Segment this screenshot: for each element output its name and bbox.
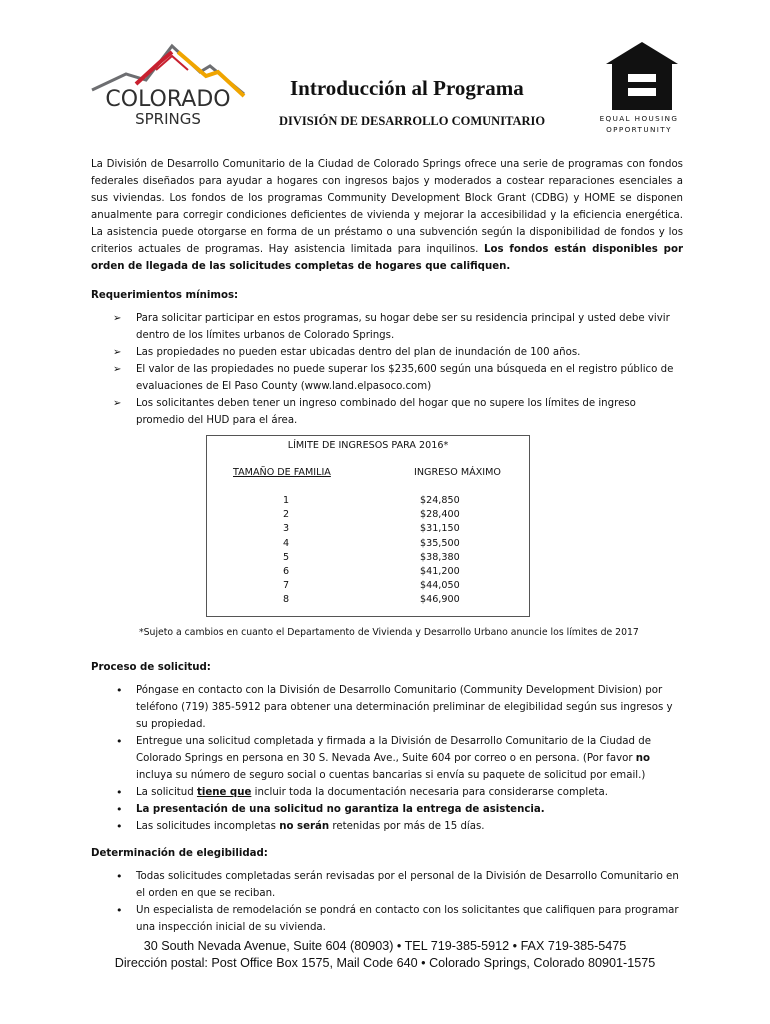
table-cell-income: $46,900 <box>420 594 460 606</box>
document-body <box>91 156 683 936</box>
list-item <box>91 818 683 835</box>
equal-housing-logo <box>598 40 680 140</box>
income-limits-table <box>206 435 530 617</box>
table-cell-size: 6 <box>283 565 290 577</box>
table-cell-income: $41,200 <box>420 565 460 577</box>
list-item-text: retenidas por más de 15 días. <box>329 821 485 832</box>
bullet-icon: • <box>116 786 123 799</box>
eligibility-heading: Determinación de elegibilidad: <box>91 848 268 859</box>
max-income-column <box>420 494 460 608</box>
list-item-text: Un especialista de remodelación se pondrá en contacto con los solicitantes que califiquen para programar una inspección inicial de su vivienda. <box>136 905 679 933</box>
arrow-bullet-icon: ➢ <box>113 398 122 409</box>
eligibility-list <box>91 868 683 936</box>
bullet-icon: • <box>116 870 123 883</box>
arrow-bullet-icon: ➢ <box>113 347 122 358</box>
process-list <box>91 682 683 835</box>
process-heading: Proceso de solicitud: <box>91 662 211 673</box>
table-cell-size: 2 <box>283 509 290 521</box>
bullet-icon: • <box>116 820 123 833</box>
emphasis-no: no <box>635 753 651 764</box>
list-item-text: Los solicitantes deben tener un ingreso combinado del hogar que no supere los límites de ingreso promedio del HUD para el área. <box>136 398 636 426</box>
list-item <box>91 733 683 784</box>
arrow-bullet-icon: ➢ <box>113 364 122 375</box>
table-cell-size: 8 <box>283 594 290 606</box>
list-item <box>91 395 683 429</box>
table-cell-income: $24,850 <box>420 495 460 506</box>
requirements-heading: Requerimientos mínimos: <box>91 290 239 301</box>
table-cell-size: 3 <box>283 523 290 535</box>
list-item <box>91 868 683 902</box>
table-cell-size: 7 <box>283 580 290 592</box>
list-item <box>91 361 683 395</box>
page-footer <box>0 938 770 972</box>
family-size-column <box>283 494 289 608</box>
page-subtitle: DIVISIÓN DE DESARROLLO COMUNITARIO <box>279 114 546 128</box>
list-item <box>91 310 683 344</box>
list-item <box>91 801 683 818</box>
list-item-text: Para solicitar participar en estos programas, su hogar debe ser su residencia principal y usted debe vivir dentro de los límites urbanos de Colorado Springs. <box>136 313 670 341</box>
table-cell-income: $31,150 <box>420 523 460 535</box>
bullet-icon: • <box>116 735 123 748</box>
page-title: Introducción al Programa <box>290 76 524 100</box>
column-header-family-size: TAMAÑO DE FAMILIA <box>233 467 331 478</box>
list-item-text: La solicitud <box>136 787 197 798</box>
list-item-bold-text: La presentación de una solicitud no garantiza la entrega de asistencia. <box>136 804 545 815</box>
mountain-logo-icon <box>88 40 248 128</box>
logo-line1: COLORADO <box>105 87 231 112</box>
equal-housing-line2: OPPORTUNITY <box>606 125 672 134</box>
table-cell-size: 5 <box>283 551 290 563</box>
list-item-text: incluya su número de seguro social o cuentas bancarias si envía su paquete de solicitud por email.) <box>136 770 646 781</box>
list-item-text: incluir toda la documentación necesaria para considerarse completa. <box>251 787 608 798</box>
list-item-text: Las propiedades no pueden estar ubicadas dentro del plan de inundación de 100 años. <box>136 347 581 358</box>
arrow-bullet-icon: ➢ <box>113 313 122 324</box>
bullet-icon: • <box>116 904 123 917</box>
intro-text: La División de Desarrollo Comunitario de la Ciudad de Colorado Springs ofrece una serie de programas con fondos federales diseñados para ayudar a hogares con ingresos bajos y moderados a costear reparaciones esenciales a sus viviendas. Los fondos de los programas Community Development Block Grant (CDBG) y HOME se disponen anualmente para corregir condiciones deficientes de vivienda y mejorar la accesibilidad y la eficiencia energética. La asistencia puede otorgarse en forma de un préstamo o una subvención según la disponibilidad de fondos y los criterios actuales de programas. Hay asistencia limitada para inquilinos. <box>91 159 683 255</box>
table-cell-size: 4 <box>283 537 290 549</box>
table-cell-income: $35,500 <box>420 537 460 549</box>
income-table-title: LÍMITE DE INGRESOS PARA 2016* <box>287 440 449 451</box>
list-item-text: Las solicitudes incompletas <box>136 821 280 832</box>
emphasis-tiene-que: tiene que <box>196 787 252 798</box>
colorado-springs-logo <box>88 40 248 128</box>
table-cell-income: $28,400 <box>420 509 460 521</box>
equal-housing-house-icon <box>601 40 683 112</box>
bullet-icon: • <box>116 684 123 697</box>
list-item-text: Póngase en contacto con la División de Desarrollo Comunitario (Community Development Division) por teléfono (719) 385-5912 para obtener una determinación preliminar de elegibilidad según sus ingresos y su propiedad. <box>136 685 673 730</box>
bullet-icon: • <box>116 803 123 816</box>
emphasis-no-seran: no serán <box>279 821 330 832</box>
list-item <box>91 784 683 801</box>
table-cell-income: $38,380 <box>420 551 460 563</box>
equal-housing-line1: EQUAL HOUSING <box>599 114 679 123</box>
column-header-max-income: INGRESO MÁXIMO <box>414 467 501 478</box>
requirements-list <box>91 310 683 429</box>
list-item <box>91 682 683 733</box>
table-cell-income: $44,050 <box>420 580 460 592</box>
table-cell-size: 1 <box>283 495 290 506</box>
logo-line2: SPRINGS <box>135 110 201 128</box>
footer-address-line: 30 South Nevada Avenue, Suite 604 (80903) • TEL 719-385-5912 • FAX 719-385-5475 <box>143 939 627 953</box>
list-item-text: El valor de las propiedades no puede superar los $235,600 según una búsqueda en el registro público de evaluaciones de El Paso County (www.land.elpasoco.com) <box>136 364 674 392</box>
intro-bold-text: Los fondos están disponibles por orden de llegada de las solicitudes completas de hogares que califiquen. <box>91 244 683 272</box>
list-item <box>91 344 683 361</box>
intro-paragraph <box>91 156 683 275</box>
list-item <box>91 902 683 936</box>
footer-postal-line: Dirección postal: Post Office Box 1575, Mail Code 640 • Colorado Springs, Colorado 80901-1575 <box>114 956 656 970</box>
list-item-text: Todas solicitudes completadas serán revisadas por el personal de la División de Desarrollo Comunitario en el orden en que se reciban. <box>136 871 679 899</box>
list-item-text: Entregue una solicitud completada y firmada a la División de Desarrollo Comunitario de la Ciudad de Colorado Springs en persona en 30 S. Nevada Ave., Suite 604 por correo o en persona. (Por favor <box>136 736 651 764</box>
income-table-footnote: *Sujeto a cambios en cuanto el Departamento de Vivienda y Desarrollo Urbano anuncie los límites de 2017 <box>139 627 639 638</box>
